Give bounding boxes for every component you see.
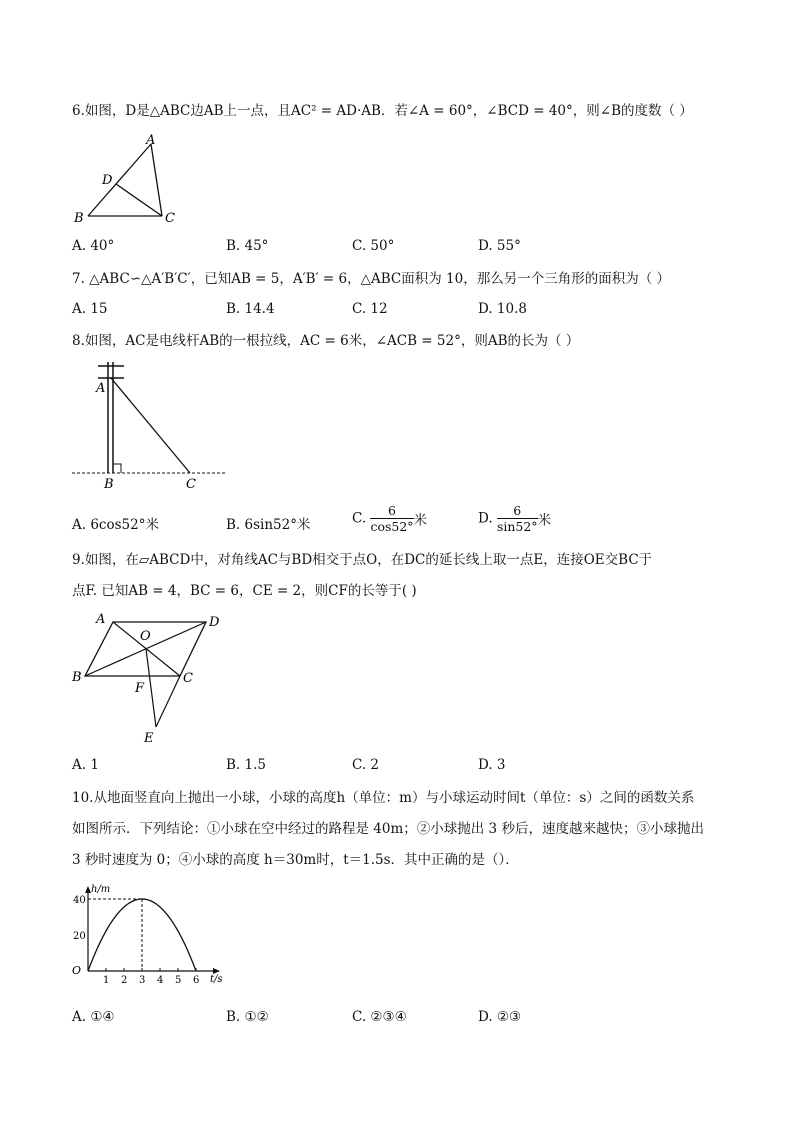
question-7-text: 7. △ABC∽△A′B′C′，已知AB = 5，A′B′ = 6，△ABC面积为 10，那么另一个三角形的面积为（ ） [72, 271, 671, 287]
vertex-label-f: F [135, 681, 145, 696]
vertex-label-c: C [183, 671, 193, 686]
option-a[interactable]: A. 6cos52°米 [72, 517, 159, 533]
parallelogram-figure-q9 [68, 610, 228, 750]
x-tick-label-4: 4 [157, 975, 164, 986]
question-10-line-3: 3 秒时速度为 0；④小球的高度 h＝30m时，t＝1.5s．其中正确的是（）． [72, 852, 519, 868]
x-tick-label-5: 5 [175, 975, 182, 986]
option-b[interactable]: B. 1.5 [226, 757, 266, 773]
vertex-label-d: D [209, 615, 220, 630]
option-d[interactable]: D. 55° [478, 238, 521, 254]
question-8-text: 8.如图，AC是电线杆AB的一根拉线，AC = 6米，∠ACB = 52°，则AB的长为（ ） [72, 333, 580, 349]
option-a[interactable]: A. 1 [72, 757, 99, 773]
option-b[interactable]: B. 6sin52°米 [226, 517, 311, 533]
pole-figure-q8 [68, 360, 238, 495]
triangle-figure-q6 [70, 130, 190, 230]
option-c[interactable]: C. 50° [352, 238, 395, 254]
question-10-line-2: 如图所示．下列结论：①小球在空中经过的路程是 40m；②小球抛出 3 秒后，速度越来越快；③小球抛出 [72, 821, 704, 837]
question-9-line-2: 点F. 已知AB = 4，BC = 6，CE = 2，则CF的长等于( ) [72, 583, 417, 599]
x-tick-label-1: 1 [103, 975, 110, 986]
vertex-label-a: A [146, 133, 156, 148]
vertex-label-o: O [140, 629, 151, 644]
option-c[interactable]: C. $\frac{6}{\cos 52^\circ}$ 米 [352, 503, 428, 534]
vertex-label-b: B [74, 211, 84, 226]
x-tick-label-3: 3 [139, 975, 146, 986]
option-c[interactable]: C. 2 [352, 757, 380, 773]
question-9-options [72, 757, 732, 779]
height-time-chart [62, 880, 232, 992]
y-tick-label-20: 20 [73, 931, 86, 942]
question-9-line-1: 9.如图，在▱ABCD中，对角线AC与BD相交于点O，在DC的延长线上取一点E，连接OE交BC于 [72, 552, 653, 568]
question-7-options [72, 301, 732, 323]
option-c[interactable]: C. ②③④ [352, 1009, 407, 1025]
x-tick-label-6: 6 [193, 975, 200, 986]
y-tick-label-40: 40 [73, 895, 86, 906]
option-a[interactable]: A. 40° [72, 238, 115, 254]
option-d[interactable]: D. $\frac{6}{\sin 52^\circ}$ 米 [478, 503, 552, 534]
question-8-options [72, 503, 732, 539]
vertex-label-b: B [104, 477, 114, 492]
x-tick-label-2: 2 [121, 975, 128, 986]
option-b[interactable]: B. ①② [226, 1009, 269, 1025]
option-d[interactable]: D. 10.8 [478, 301, 527, 317]
origin-label: O [72, 964, 82, 977]
vertex-label-c: C [165, 211, 175, 226]
vertex-label-d: D [102, 173, 113, 188]
vertex-label-a: A [96, 381, 106, 396]
option-b[interactable]: B. 45° [226, 238, 269, 254]
x-axis-label: t/s [210, 974, 223, 985]
option-d[interactable]: D. 3 [478, 757, 506, 773]
option-a[interactable]: A. 15 [72, 301, 108, 317]
question-10-options [72, 1009, 732, 1031]
option-d[interactable]: D. ②③ [478, 1009, 522, 1025]
vertex-label-b: B [72, 670, 82, 685]
option-a[interactable]: A. ①④ [72, 1009, 115, 1025]
option-c[interactable]: C. 12 [352, 301, 388, 317]
vertex-label-e: E [144, 731, 154, 746]
vertex-label-c: C [186, 477, 196, 492]
y-axis-label: h/m [91, 884, 111, 895]
vertex-label-a: A [96, 612, 106, 627]
question-6-text: 6.如图，D是△ABC边AB上一点，且AC² = AD·AB．若∠A = 60°，∠BCD = 40°，则∠B的度数（ ） [72, 103, 693, 119]
question-10-line-1: 10.从地面竖直向上抛出一小球，小球的高度h（单位：m）与小球运动时间t（单位：s）之间的函数关系 [72, 790, 695, 806]
option-b[interactable]: B. 14.4 [226, 301, 275, 317]
question-6-options [72, 238, 732, 260]
